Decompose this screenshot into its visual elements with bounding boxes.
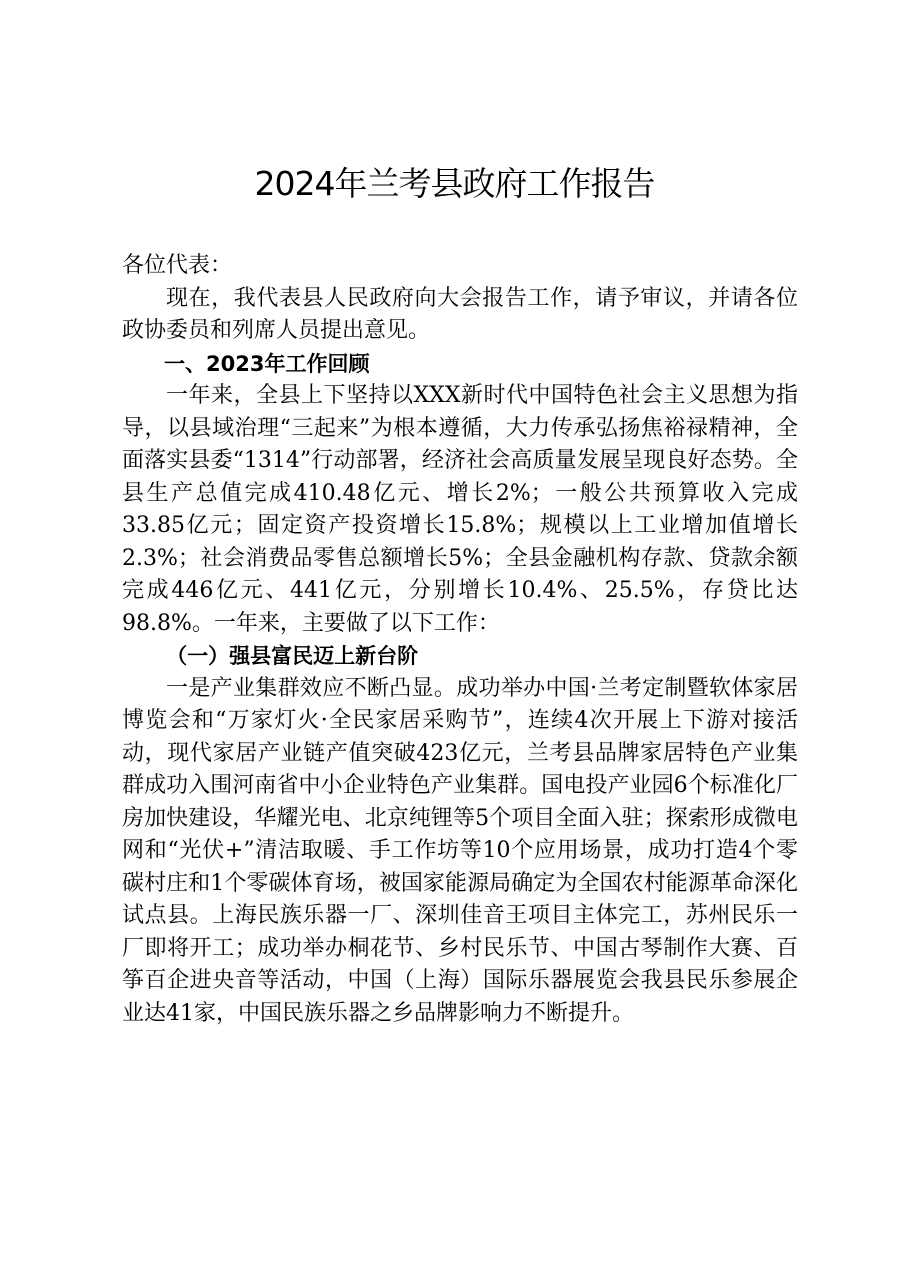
- industry-paragraph: 一是产业集群效应不断凸显。成功举办中国·兰考定制暨软体家居博览会和“万家灯火·全民家居采购节”，连续4次开展上下游对接活动，现代家居产业链产值突破423亿元，兰考县品牌家居特色产业集群成功入围河南省中小企业特色产业集群。国电投产业园6个标准化厂房加快建设，华耀光电、北京纯锂等5个项目全面入驻；探索形成微电网和“光伏+”清洁取暖、手工作坊等10个应用场景，成功打造4个零碳村庄和1个零碳体育场，被国家能源局确定为全国农村能源革命深化试点县。上海民族乐器一厂、深圳佳音王项目主体完工，苏州民乐一厂即将开工；成功举办桐花节、乡村民乐节、中国古琴制作大赛、百筝百企进央音等活动，中国（上海）国际乐器展览会我县民乐参展企业达41家，中国民族乐器之乡品牌影响力不断提升。: [122, 675, 798, 1026]
- document-body: [122, 250, 798, 1030]
- intro-paragraph: 现在，我代表县人民政府向大会报告工作，请予审议，并请各位政协委员和列席人员提出意见。: [122, 285, 798, 343]
- salutation: 各位代表：: [122, 253, 233, 278]
- document-title: 2024年兰考县政府工作报告: [254, 164, 655, 203]
- subsection-heading: （一）强县富民迈上新台阶: [166, 644, 419, 668]
- section-heading: 一、2023年工作回顾: [164, 351, 370, 376]
- review-paragraph: 一年来，全县上下坚持以XXX新时代中国特色社会主义思想为指导，以县域治理“三起来”为根本遵循，大力传承弘扬焦裕禄精神，全面落实县委“1314”行动部署，经济社会高质量发展呈现良好态势。全县生产总值完成410.48亿元、增长2%；一般公共预算收入完成33.85亿元；固定资产投资增长15.8%；规模以上工业增加值增长2.3%；社会消费品零售总额增长5%；全县金融机构存款、贷款余额完成446亿元、441亿元，分别增长10.4%、25.5%，存贷比达98.8%。一年来，主要做了以下工作：: [122, 383, 798, 636]
